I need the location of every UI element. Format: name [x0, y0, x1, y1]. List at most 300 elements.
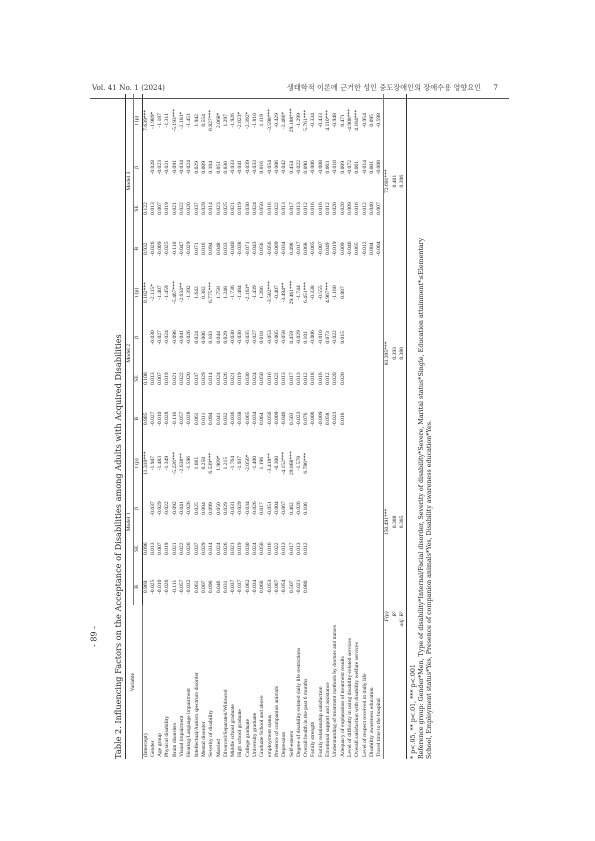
row-variable: (Intercept) [142, 733, 149, 757]
cell-m2-se: 0.024 [252, 372, 259, 385]
cell-m3-t: -4.908*** [346, 108, 353, 132]
cell-m2-beta: -0.029 [295, 330, 302, 345]
cell-m1-beta: -0.029 [157, 501, 164, 516]
cell-m1-se: 0.096 [142, 542, 149, 555]
cell-m1-t: -1.764 [230, 455, 237, 471]
cell-m3-b: -0.004 [376, 241, 383, 256]
cell-m1-beta: -0.026 [186, 501, 193, 516]
cell-m2-se: 0.030 [244, 372, 251, 385]
cell-m1-t: -1.483 [157, 455, 164, 471]
cell-m1-se: 0.014 [208, 542, 215, 555]
cell-m1-b: 0.090 [208, 580, 215, 594]
row-variable: Presence of companion animals [273, 686, 280, 757]
cell-m3-t: 0.471 [339, 114, 346, 127]
row-variable: Married [215, 738, 222, 757]
cell-m3-se: 0.022 [179, 202, 186, 215]
cell-m2-b: -0.057 [179, 411, 186, 427]
cell-m3-b: -0.056 [266, 241, 273, 256]
cell-m3-b: -0.026 [149, 241, 156, 256]
cell-m3-b: 0.048 [215, 242, 222, 256]
table-row [347, 94, 354, 759]
cell-m3-beta: -0.033 [230, 160, 237, 175]
cell-m3-t: -5.193*** [171, 108, 178, 132]
cell-m1-beta: -0.041 [179, 501, 186, 516]
cell-m1-se: 0.021 [171, 542, 178, 555]
cell-m1-t [369, 438, 376, 487]
cell-m2-beta [142, 317, 150, 358]
table-row [157, 94, 164, 759]
cell-m2-t: -0.407 [273, 285, 280, 300]
cell-m3-t: -0.598 [376, 113, 383, 128]
cell-m2-t: 0.382 [200, 286, 207, 299]
cell-m3-se: 0.040 [368, 202, 375, 215]
cell-m1-b: 0.031 [222, 580, 229, 594]
cell-m1-t [332, 438, 339, 487]
stat-m1: 150.491*** [384, 438, 392, 605]
cell-m1-se: 0.013 [281, 542, 288, 555]
cell-m2-b: -0.009 [317, 411, 324, 427]
cell-m2-se: 0.037 [193, 372, 200, 385]
cell-m2-se: 0.022 [179, 372, 186, 385]
note-reference-2: School, Employment status*Yes, Presence of companion animals*Yes, Disability awareness education*Yes. [426, 420, 434, 759]
cell-m1-se: 0.017 [288, 542, 295, 555]
cell-m2-t: -1.392 [186, 285, 193, 300]
cell-m1-beta: -0.067 [281, 501, 288, 516]
cell-m1-t [347, 438, 354, 487]
cell-m1-t: 1.215 [222, 456, 229, 470]
cell-m3-beta: -0.042 [281, 160, 288, 175]
cell-m1-b [325, 568, 332, 605]
cell-m3-b: 0.068 [303, 242, 310, 256]
col-beta: β [134, 317, 142, 358]
table-caption: Table 2. Influencing Factors on the Acceptance of Disabilities among Adults with Acquired Disabilities [113, 334, 123, 759]
cell-m3-t: -0.948 [332, 113, 339, 128]
cell-m3-beta [142, 147, 150, 188]
cell-m3-t: -0.954 [361, 113, 368, 128]
table-row [208, 94, 215, 759]
cell-m2-b: 0.016 [339, 412, 346, 426]
row-variable: Visual impairment [179, 715, 186, 757]
cell-m1-beta: 0.004 [200, 502, 207, 515]
cell-m3-b: -0.040 [230, 241, 237, 256]
stat-m3: 72.691*** [384, 94, 392, 268]
cell-m1-b: 0.969 [142, 580, 149, 594]
cell-m1-b [332, 568, 339, 605]
cell-m2-se: 0.020 [186, 372, 193, 385]
cell-m1-b [318, 568, 325, 605]
cell-m1-b: -0.054 [281, 579, 288, 595]
stat-m1: 0.385 [399, 438, 407, 605]
cell-m1-beta: -0.004 [273, 501, 280, 516]
cell-m3-beta: -0.021 [164, 160, 171, 175]
cell-m1-se: 0.024 [252, 542, 259, 555]
stats-row [384, 94, 392, 759]
table-row [237, 94, 244, 759]
cell-m2-b: 0.094 [208, 412, 215, 426]
cell-m3-beta: -0.039 [244, 160, 251, 175]
cell-m3-t: 7.639*** [142, 109, 149, 131]
table-row [340, 94, 347, 759]
cell-m2-t: 29.461*** [288, 280, 295, 305]
table-row [289, 94, 296, 759]
cell-m2-b: -0.027 [149, 411, 156, 427]
cell-m1-se: 0.019 [237, 542, 244, 555]
cell-m3-se: 0.013 [295, 202, 302, 215]
row-variable: Brain disorders [171, 722, 178, 757]
cell-m1-se: 0.037 [193, 542, 200, 555]
cell-m3-t: -0.429 [273, 113, 280, 128]
running-header-title-text: 생태학적 이론에 근거한 성인 중도장애인의 장애수용 영향요인 [286, 83, 482, 92]
cell-m1-b: -0.025 [149, 579, 156, 595]
cell-m1-b: -0.062 [244, 579, 251, 595]
cell-m2-se: 0.108 [142, 372, 149, 385]
cell-m3-beta: 0.029 [193, 160, 200, 174]
table-row [186, 94, 193, 759]
cell-m3-t: -2.023* [237, 111, 244, 129]
cell-m1-t: 1.661 [193, 456, 200, 470]
cell-m3-t: -1.810 [252, 113, 259, 128]
cell-m1-beta [310, 488, 317, 529]
cell-m1-t [376, 438, 384, 487]
cell-m1-t: 1.969* [215, 455, 222, 471]
cell-m1-beta [318, 488, 325, 529]
cell-m3-se: 0.021 [230, 202, 237, 215]
col-se: SE [134, 188, 142, 229]
row-variable: Gender [149, 740, 156, 757]
cell-m3-t: 1.942 [193, 114, 200, 127]
cell-m1-se: 0.020 [186, 542, 193, 555]
cell-m3-b: 0.049 [325, 242, 332, 256]
cell-m1-b [340, 568, 347, 605]
cell-m2-beta: 0.018 [259, 331, 266, 344]
row-variable: Mental disorder [200, 721, 207, 757]
cell-m3-b: -0.009 [273, 241, 280, 256]
stats-row [392, 94, 399, 759]
cell-m1-b [310, 568, 317, 605]
cell-m1-b: -0.057 [179, 579, 186, 595]
cell-m2-b: -0.028 [164, 411, 171, 427]
cell-m3-se: 0.019 [164, 202, 171, 215]
cell-m2-t: 1.248 [222, 286, 229, 299]
cell-m3-se: 0.020 [332, 202, 339, 215]
table-row [318, 94, 325, 759]
cell-m3-b: 0.498 [288, 242, 295, 256]
cell-m2-se: 0.020 [339, 372, 346, 385]
cell-m1-se: 0.024 [215, 542, 222, 555]
cell-m3-t: -2.486* [281, 111, 288, 129]
cell-m2-b [376, 399, 384, 438]
cell-m2-b [354, 399, 361, 438]
table-row [142, 94, 150, 759]
row-variable: Age group [157, 733, 164, 757]
table-row [362, 94, 369, 759]
cell-m1-beta: -0.034 [244, 501, 251, 516]
cell-m1-b [347, 568, 354, 605]
cell-m1-beta [340, 488, 347, 529]
cell-m1-b: -0.021 [295, 579, 302, 595]
cell-m2-t: -1.484 [237, 285, 244, 300]
cell-m1-se: 0.030 [244, 542, 251, 555]
cell-m3-t: 4.184*** [354, 109, 361, 131]
cell-m1-beta [376, 488, 384, 529]
cell-m1-beta [142, 488, 150, 529]
row-variable: College graduate [244, 718, 251, 757]
cell-m2-beta: 0.029 [222, 331, 229, 344]
cell-m2-se: 0.021 [230, 372, 237, 385]
cell-m1-beta: 0.029 [222, 502, 229, 515]
cell-m2-se: 0.019 [164, 372, 171, 385]
cell-m3-beta: -0.034 [179, 160, 186, 175]
cell-m3-b: 0.094 [208, 242, 215, 256]
row-variable: Severity of disability [208, 710, 215, 757]
table-row [274, 94, 281, 759]
cell-m3-t: -1.311 [164, 113, 171, 128]
cell-m3-beta: -0.022 [295, 160, 302, 175]
cell-m3-b: -0.025 [164, 241, 171, 256]
row-variable: Degree of disability-related daily life restrictions [295, 647, 302, 757]
cell-m2-b: 0.058 [325, 412, 332, 426]
table-row [216, 94, 223, 759]
running-header-page: 7 [493, 83, 498, 92]
cell-m1-b: -0.037 [237, 579, 244, 595]
cell-m1-b: 0.060 [259, 580, 266, 594]
cell-m1-se [318, 529, 325, 568]
cell-m2-b: 0.064 [259, 412, 266, 426]
cell-m1-b: 0.046 [215, 580, 222, 594]
cell-m1-se [332, 529, 339, 568]
stat-label: R² [391, 611, 398, 617]
cell-m2-t: -2.163* [244, 283, 251, 302]
cell-m3-t: 5.761*** [303, 109, 310, 131]
col-t: t (p) [134, 268, 142, 316]
cell-m2-t: 1.266 [259, 286, 266, 299]
cell-m1-beta: -0.031 [230, 501, 237, 516]
stat-m2: 83.395*** [384, 268, 392, 438]
cell-m2-beta: -0.096 [171, 330, 178, 345]
table-row [179, 94, 186, 759]
table-row [281, 94, 288, 759]
cell-m3-beta: 0.104 [208, 160, 215, 174]
cell-m3-se: 0.016 [317, 202, 324, 215]
row-variable: High school graduate [237, 709, 244, 757]
cell-m2-se: 0.024 [215, 372, 222, 385]
cell-m2-beta: -0.030 [149, 330, 156, 345]
cell-m1-se: 0.029 [200, 542, 207, 555]
cell-m2-se: 0.012 [325, 372, 332, 385]
cell-m2-beta: 0.103 [208, 331, 215, 344]
cell-m2-beta: -0.027 [252, 330, 259, 345]
cell-m2-b: -0.036 [230, 411, 237, 427]
cell-m1-se [362, 529, 369, 568]
cell-m2-se [376, 358, 384, 399]
cell-m2-se: 0.013 [295, 372, 302, 385]
cell-m2-b: 0.503 [288, 412, 295, 426]
row-variable: Hearing/Language impairment [186, 688, 193, 757]
cell-m3-b: -0.029 [186, 241, 193, 256]
col-t: t (p) [134, 438, 142, 487]
cell-m2-b: -0.046 [281, 411, 288, 427]
regression-table [125, 94, 407, 759]
cell-m3-b: 0.004 [368, 242, 375, 256]
cell-m2-beta: 0.015 [339, 331, 346, 344]
cell-m2-b: 0.885 [142, 412, 149, 426]
table-row [194, 94, 201, 759]
cell-m1-t [354, 438, 361, 487]
cell-m3-beta: 0.016 [259, 160, 266, 174]
cell-m1-b: 0.061 [193, 580, 200, 594]
cell-m2-beta: -0.006 [310, 330, 317, 345]
cell-m2-b [369, 399, 376, 438]
col-se: SE [134, 529, 142, 568]
cell-m1-se [376, 529, 384, 568]
cell-m3-b: -0.034 [281, 241, 288, 256]
cell-m1-se: 0.016 [266, 542, 273, 555]
stat-m2: 0.388 [399, 268, 407, 438]
table-row [332, 94, 339, 759]
cell-m3-beta: 0.030 [222, 160, 229, 174]
col-t: t (p) [134, 94, 142, 147]
cell-m1-t: -1.349 [164, 455, 171, 471]
cell-m3-b: -0.110 [171, 241, 178, 256]
stat-label: adj. R² [399, 605, 407, 759]
cell-m3-b: 0.016 [200, 242, 207, 256]
cell-m1-beta [347, 488, 354, 529]
cell-m1-b [376, 568, 384, 605]
cell-m2-t: -1.459 [164, 285, 171, 300]
cell-m1-t: -1.937 [237, 455, 244, 471]
cell-m1-beta: 0.099 [208, 502, 215, 515]
row-variable: Family strength [310, 721, 317, 757]
cell-m2-beta: -0.030 [237, 330, 244, 345]
cell-m1-t [325, 438, 332, 487]
cell-m3-se: 0.122 [142, 202, 149, 215]
cell-m1-b: -0.034 [252, 579, 259, 595]
cell-m3-se: 0.020 [339, 202, 346, 215]
cell-m3-b: -0.012 [361, 241, 368, 256]
cell-m2-se: 0.013 [281, 372, 288, 385]
cell-m2-se: 0.014 [208, 372, 215, 385]
cell-m1-beta: -0.026 [252, 501, 259, 516]
cell-m2-b [362, 399, 369, 438]
row-variable: Divorced/Separated/Widowed [222, 689, 229, 757]
cell-m1-t [362, 438, 369, 487]
cell-m3-beta: 0.454 [288, 160, 295, 174]
cell-m3-t: -1.451 [186, 113, 193, 128]
cell-m2-b: -0.028 [186, 411, 193, 427]
cell-m2-t: -1.439 [252, 285, 259, 300]
cell-m3-t: 6.827*** [208, 109, 215, 131]
cell-m1-t: 0.250 [200, 456, 207, 470]
cell-m1-se: 0.019 [164, 542, 171, 555]
cell-m2-beta: -0.058 [281, 330, 288, 345]
row-variable: Physical disability [164, 715, 171, 757]
table-row [303, 94, 310, 759]
col-b: B [134, 568, 142, 605]
row-variable: Disability awareness education [368, 687, 375, 757]
cell-m2-b: -0.023 [332, 411, 339, 427]
cell-m3-b: 0.009 [339, 242, 346, 256]
cell-m3-b: 0.033 [222, 242, 229, 256]
cell-m1-t: 11.310*** [142, 451, 149, 475]
cell-m2-t: -3.582*** [266, 281, 273, 304]
cell-m2-b: 0.011 [200, 412, 207, 425]
col-se: SE [134, 358, 142, 399]
cell-m2-se: 0.021 [171, 372, 178, 385]
cell-m1-se: 0.022 [179, 542, 186, 555]
cell-m2-t: 1.642 [193, 286, 200, 299]
running-header-title [287, 83, 498, 93]
cell-m3-se: 0.020 [186, 202, 193, 215]
cell-m3-beta: 0.009 [339, 160, 346, 174]
cell-m3-se: 0.029 [200, 202, 207, 215]
cell-m2-t: -2.115* [149, 284, 156, 302]
row-variable: University graduate [252, 712, 259, 757]
cell-m1-t: -4.152*** [281, 451, 288, 475]
cell-m1-b: 0.007 [200, 580, 207, 594]
cell-m2-t: 4.967*** [325, 282, 332, 304]
cell-m3-beta: -0.091 [171, 160, 178, 175]
stat-m3: 0.396 [399, 94, 407, 268]
cell-m3-beta: -0.006 [310, 160, 317, 175]
cell-m3-t: -0.334 [310, 113, 317, 128]
cell-m2-beta: 0.044 [215, 331, 222, 344]
cell-m2-beta: -0.030 [230, 330, 237, 345]
cell-m1-se [369, 529, 376, 568]
cell-m3-se: 0.017 [288, 202, 295, 215]
cell-m1-beta: -0.037 [149, 501, 156, 516]
page-number: - 89 - [89, 626, 99, 647]
cell-m3-t: -0.433 [317, 113, 324, 128]
cell-m2-b: -0.034 [252, 411, 259, 427]
cell-m3-beta: 0.009 [200, 160, 207, 174]
cell-m3-se: 0.013 [149, 202, 156, 215]
cell-m3-b: -0.009 [157, 241, 164, 256]
stat-m3: 0.401 [391, 174, 398, 188]
cell-m3-beta: 0.063 [325, 160, 332, 174]
cell-m1-se [347, 529, 354, 568]
cell-m2-beta [362, 317, 369, 358]
cell-m3-b: 0.056 [259, 242, 266, 256]
cell-m3-se: 0.025 [222, 202, 229, 215]
cell-m2-b: 0.076 [303, 412, 310, 426]
stat-m2: 0.393 [391, 347, 398, 360]
cell-m3-se: 0.007 [157, 202, 164, 215]
table-row [223, 94, 230, 759]
cell-m1-b [369, 568, 376, 605]
cell-m2-t [369, 268, 376, 316]
table-row [259, 94, 266, 759]
cell-m3-t: -3.598*** [266, 108, 273, 132]
cell-m1-beta [369, 488, 376, 529]
cell-m1-beta [354, 488, 361, 529]
cell-m3-b: -0.017 [295, 241, 302, 256]
cell-m2-se: 0.013 [149, 372, 156, 385]
cell-m3-b: -0.043 [252, 241, 259, 256]
cell-m2-beta: 0.101 [303, 331, 310, 344]
cell-m2-se: 0.007 [157, 372, 164, 385]
cell-m2-beta: 0.073 [325, 331, 332, 344]
cell-m1-t: -1.596 [186, 455, 193, 471]
cell-m1-t [340, 438, 347, 487]
cell-m3-se: 0.023 [215, 202, 222, 215]
cell-m2-se: 0.017 [288, 372, 295, 385]
cell-m2-se: 0.020 [332, 372, 339, 385]
cell-m3-se: 0.012 [325, 202, 332, 215]
cell-m3-b: -0.047 [179, 241, 186, 256]
cell-m2-se: 0.018 [310, 372, 317, 385]
cell-m2-b: -0.065 [244, 411, 251, 427]
cell-m3-t: 29.188*** [288, 108, 295, 133]
